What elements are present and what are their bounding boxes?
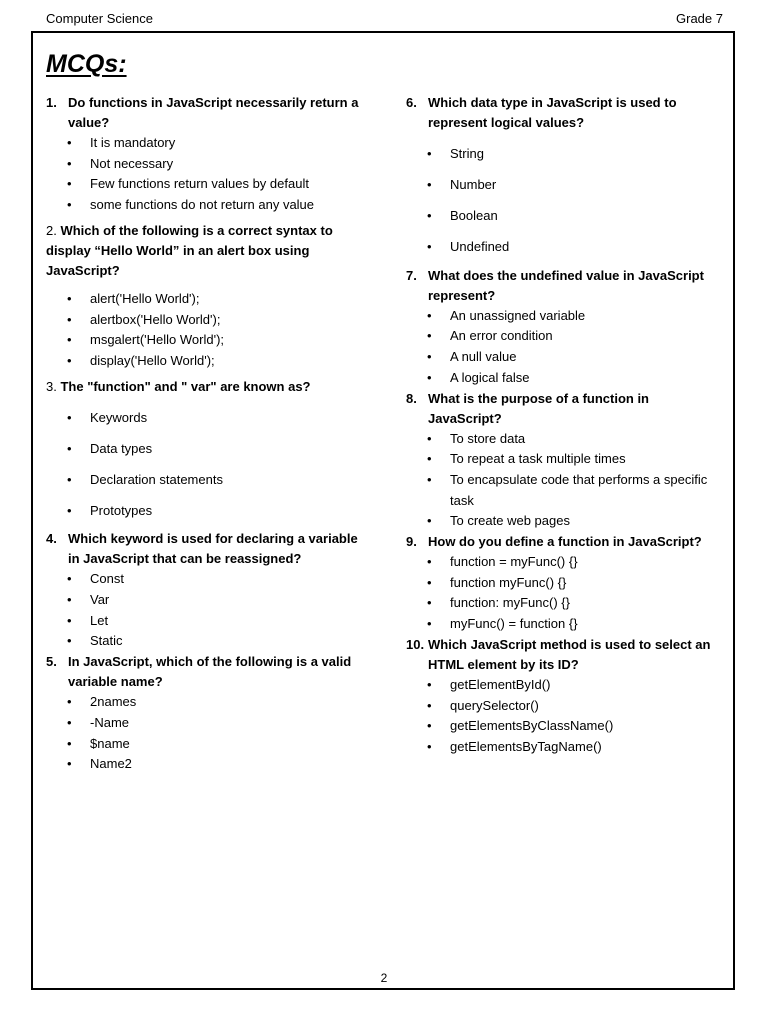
question-number: 6. — [406, 95, 417, 110]
options-list-5 — [46, 692, 366, 775]
option-item: • getElementsByTagName() — [406, 737, 726, 758]
option-item: • A logical false — [406, 368, 726, 389]
question-7 — [406, 266, 726, 306]
option-item: • An error condition — [406, 326, 726, 347]
question-text: Do functions in JavaScript necessarily return a value? — [68, 95, 359, 130]
option-item: • A null value — [406, 347, 726, 368]
option-item: • getElementById() — [406, 675, 726, 696]
option-item: • To store data — [406, 429, 726, 450]
option-item: • Declaration statements — [46, 470, 366, 491]
options-list-6 — [406, 144, 726, 258]
option-item: • Prototypes — [46, 501, 366, 522]
option-item: • 2names — [46, 692, 366, 713]
option-item: • Few functions return values by default — [46, 174, 366, 195]
question-number: 9. — [406, 534, 417, 550]
option-item: • function = myFunc() {} — [406, 552, 726, 573]
option-item: • function: myFunc() {} — [406, 593, 726, 614]
options-list-9 — [406, 552, 726, 635]
option-item: • querySelector() — [406, 696, 726, 717]
question-number: 1. — [46, 95, 57, 110]
options-list-4 — [46, 569, 366, 652]
question-text: What is the purpose of a function in JavaScript? — [428, 390, 649, 426]
option-item: • String — [406, 144, 726, 165]
option-item: • Number — [406, 175, 726, 196]
question-10 — [406, 635, 726, 675]
question-8 — [406, 389, 726, 429]
option-item: • function myFunc() {} — [406, 573, 726, 594]
options-list-3 — [46, 408, 366, 522]
question-text: Which JavaScript method is used to select an HTML element by its ID? — [428, 636, 711, 672]
option-item: • Data types — [46, 439, 366, 460]
question-1 — [46, 93, 366, 133]
option-item: • $name — [46, 734, 366, 755]
question-number: 2. — [46, 222, 57, 238]
option-item: • msgalert('Hello World'); — [46, 330, 366, 351]
question-text: In JavaScript, which of the following is a valid variable name? — [68, 654, 352, 690]
question-9 — [406, 532, 726, 552]
options-list-10 — [406, 675, 726, 758]
question-5 — [46, 652, 366, 692]
option-item: • To encapsulate code that performs a specific task — [406, 470, 726, 511]
option-item: • alert('Hello World'); — [46, 289, 366, 310]
option-item: • getElementsByClassName() — [406, 716, 726, 737]
question-number: 3. — [46, 378, 57, 394]
question-number: 5. — [46, 654, 57, 670]
option-item: • -Name — [46, 713, 366, 734]
question-4 — [46, 529, 366, 569]
question-6 — [406, 93, 726, 133]
option-item: • myFunc() = function {} — [406, 614, 726, 635]
header-subject: Computer Science — [46, 11, 153, 26]
question-2 — [46, 221, 366, 281]
option-item: • some functions do not return any value — [46, 195, 366, 216]
left-column — [46, 93, 366, 775]
question-3 — [46, 377, 366, 397]
options-list-1 — [46, 133, 366, 216]
question-text: How do you define a function in JavaScript? — [428, 534, 702, 550]
question-text: What does the undefined value in JavaScript represent? — [428, 267, 704, 303]
options-list-8 — [406, 429, 726, 533]
option-item: • Boolean — [406, 206, 726, 227]
question-text: The "function" and " var" are known as? — [60, 378, 311, 394]
option-item: • Name2 — [46, 754, 366, 775]
option-item: • Var — [46, 590, 366, 611]
question-number: 10. — [406, 636, 425, 652]
option-item: • Not necessary — [46, 154, 366, 175]
option-item: • An unassigned variable — [406, 306, 726, 327]
question-number: 7. — [406, 267, 417, 283]
right-column — [406, 93, 726, 758]
question-text: Which data type in JavaScript is used to represent logical values? — [428, 95, 677, 130]
page-number: 2 — [380, 971, 388, 985]
option-item: • To create web pages — [406, 511, 726, 532]
options-list-2 — [46, 289, 366, 372]
option-item: • Undefined — [406, 237, 726, 258]
option-item: • Let — [46, 611, 366, 632]
option-item: • alertbox('Hello World'); — [46, 310, 366, 331]
question-number: 4. — [46, 531, 57, 547]
header-grade: Grade 7 — [676, 11, 723, 26]
option-item: • Static — [46, 631, 366, 652]
options-list-7 — [406, 306, 726, 389]
option-item: • It is mandatory — [46, 133, 366, 154]
option-item: • Const — [46, 569, 366, 590]
option-item: • display('Hello World'); — [46, 351, 366, 372]
question-text: Which keyword is used for declaring a variable in JavaScript that can be reassigned? — [68, 531, 358, 567]
option-item: • Keywords — [46, 408, 366, 429]
page-title: MCQs: — [46, 50, 127, 78]
question-text: Which of the following is a correct syntax to display “Hello World” in an alert box using JavaScript? — [46, 222, 333, 278]
option-item: • To repeat a task multiple times — [406, 449, 726, 470]
question-number: 8. — [406, 390, 417, 406]
